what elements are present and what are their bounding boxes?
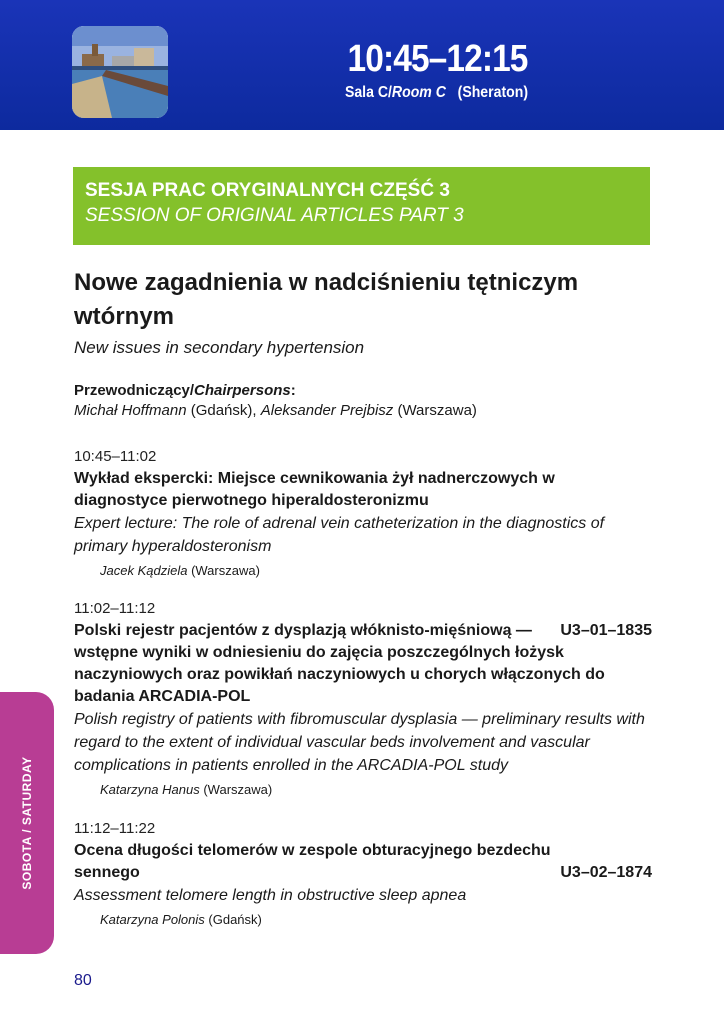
chair-name-1: Michał Hoffmann <box>74 402 187 419</box>
chairpersons-names <box>74 402 477 419</box>
program-item <box>74 446 652 582</box>
item-title-en: Assessment telomere length in obstructive sleep apnea <box>74 887 467 904</box>
topic-subtitle: New issues in secondary hypertension <box>74 338 365 357</box>
chair-name-2: Aleksander Prejbisz <box>260 402 394 419</box>
item-title-pl: Wykład ekspercki: Miejsce cewnikowania żył nadnerczowych w diagnostyce pierwotnego hiperaldosteronizmu <box>74 470 555 509</box>
author-city: (Gdańsk) <box>204 912 262 927</box>
header-banner <box>0 0 724 130</box>
author-name: Katarzyna Polonis <box>100 912 205 927</box>
chairs-label-pl: Przewodniczący/ <box>74 382 195 399</box>
item-title-pl <box>74 840 652 884</box>
session-banner <box>73 167 650 245</box>
room-en: Room C <box>391 84 446 101</box>
item-title-text: Polski rejestr pacjentów z dysplazją włóknisto-mięśniową — wstępne wyniki w odniesieniu do zajęcia poszczególnych łożysk naczyniowych oraz powikłań naczyniowych u chorych włączonych do badania ARCADIA-POL <box>74 622 605 705</box>
author-city: (Warszawa) <box>187 563 260 578</box>
author-name: Katarzyna Hanus <box>100 782 200 797</box>
chair-city-2: (Warszawa) <box>393 402 477 419</box>
item-author <box>74 560 652 582</box>
chairs-colon: : <box>290 382 296 399</box>
page-number: 80 <box>74 972 92 989</box>
abstract-code: U3–01–1835 <box>560 622 652 639</box>
session-time: 10:45–12:15 <box>348 38 528 80</box>
item-title-text: Ocena długości telomerów w zespole obturacyjnego bezdechu sennego <box>74 842 551 881</box>
topic-title: Nowe zagadnienia w nadciśnieniu tętniczym wtórnym <box>74 269 579 330</box>
harbor-photo <box>72 26 168 118</box>
item-time: 10:45–11:02 <box>74 448 157 465</box>
program-item <box>74 818 652 931</box>
item-title-en: Polish registry of patients with fibromuscular dysplasia — preliminary results with regard to the extent of individual vascular beds involvement and vascular complications in patients enrolled in the ARCADIA-POL study <box>74 711 645 774</box>
program-item <box>74 598 652 801</box>
author-name: Jacek Kądziela <box>100 563 188 578</box>
item-time: 11:02–11:12 <box>74 600 156 617</box>
chairs-label-en: Chairpersons <box>194 382 291 399</box>
item-time: 11:12–11:22 <box>74 820 156 837</box>
session-title-pl: SESJA PRAC ORYGINALNYCH CZĘŚĆ 3 <box>85 180 450 201</box>
abstract-code: U3–02–1874 <box>560 864 652 881</box>
venue: (Sheraton) <box>457 84 528 101</box>
item-author <box>74 779 652 801</box>
day-side-label: SOBOTA / SATURDAY <box>20 756 34 890</box>
session-title-en: SESSION OF ORIGINAL ARTICLES PART 3 <box>85 205 464 226</box>
room-pl: Sala C/ <box>344 84 392 101</box>
item-title-en: Expert lecture: The role of adrenal vein catheterization in the diagnostics of primary hyperaldosteronism <box>74 515 605 555</box>
author-city: (Warszawa) <box>199 782 273 797</box>
item-title-pl <box>74 620 652 708</box>
chairpersons-label <box>74 382 296 399</box>
room-location <box>345 84 528 102</box>
item-author <box>74 909 652 931</box>
chair-city-1: (Gdańsk), <box>186 402 261 419</box>
